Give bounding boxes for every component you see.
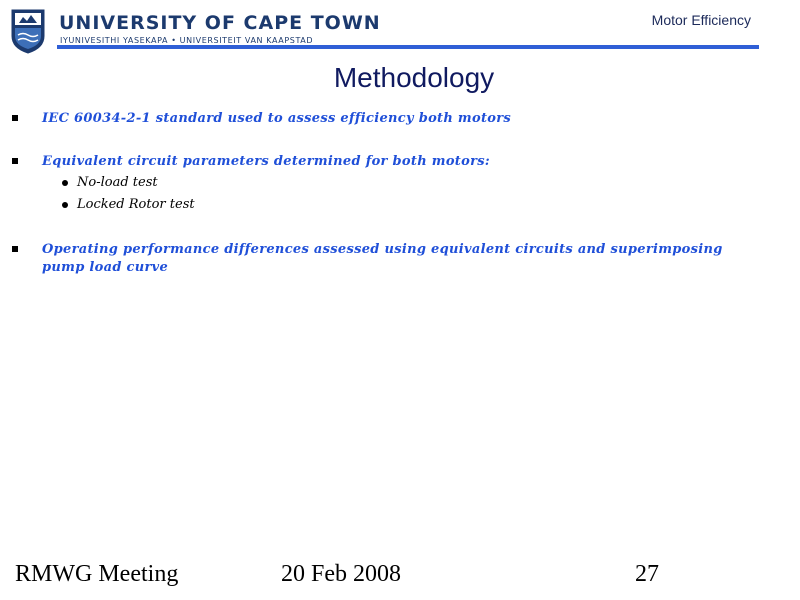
footer-date: 20 Feb 2008 — [281, 561, 401, 587]
square-bullet-icon — [12, 246, 18, 252]
footer-page-number: 27 — [635, 561, 659, 587]
bullet-text: IEC 60034-2-1 standard used to assess efficiency both motors — [42, 111, 512, 126]
round-bullet-icon — [62, 202, 68, 208]
header-divider — [57, 45, 759, 49]
bullet-list — [12, 110, 762, 277]
footer-meeting: RMWG Meeting — [15, 561, 179, 587]
bullet-text: Operating performance differences assessed using equivalent circuits and superimposing pump load curve — [42, 242, 723, 275]
slide-title: Methodology — [333, 62, 495, 93]
header-topic: Motor Efficiency — [651, 12, 751, 28]
square-bullet-icon — [12, 158, 18, 164]
sub-bullet-item — [12, 172, 762, 194]
sub-bullet-item — [12, 194, 762, 216]
bullet-text: Equivalent circuit parameters determined for both motors: — [42, 154, 490, 169]
sub-bullet-text: Locked Rotor test — [77, 197, 195, 212]
bullet-item — [12, 110, 762, 128]
sub-bullet-text: No-load test — [77, 175, 158, 190]
university-subtitle: IYUNIVESITHI YASEKAPA • UNIVERSITEIT VAN KAAPSTAD — [60, 36, 314, 45]
round-bullet-icon — [62, 180, 68, 186]
bullet-item — [12, 153, 762, 171]
university-name: UNIVERSITY OF CAPE TOWN — [59, 12, 381, 34]
bullet-item — [12, 241, 762, 277]
square-bullet-icon — [12, 115, 18, 121]
university-crest-logo — [10, 8, 46, 54]
